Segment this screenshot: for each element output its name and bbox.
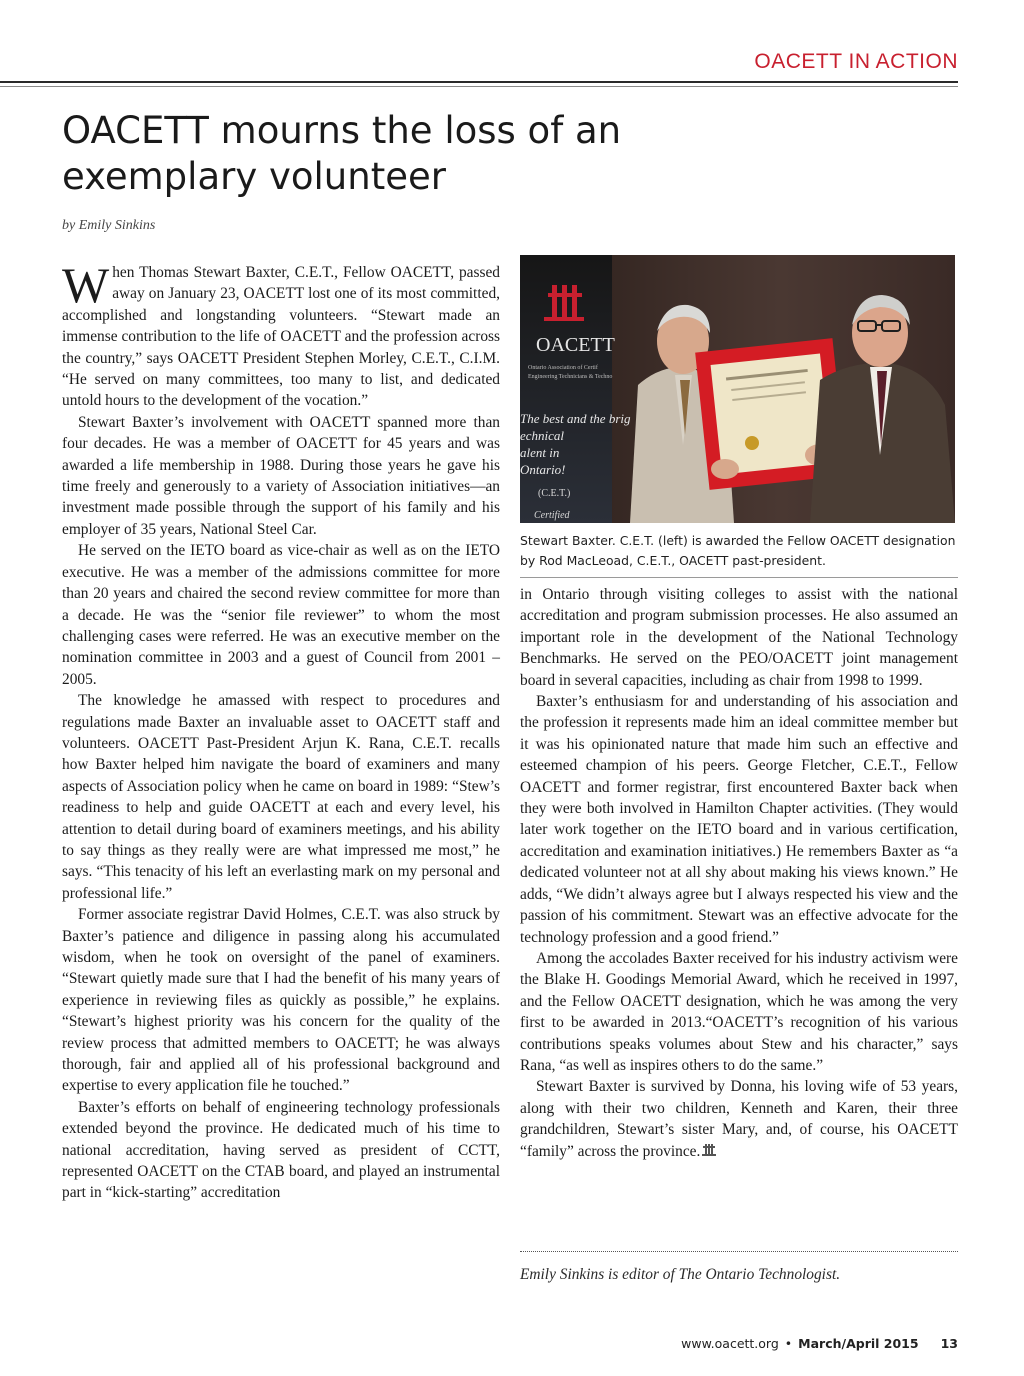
banner-slogan: echnical bbox=[520, 428, 565, 443]
paragraph-text: Stewart Baxter is survived by Donna, his loving wife of 53 years, along with their two children, Kenneth and Karen, their three grandchildren, Stewart’s sister Mary, and, of course, his OACETT “family” across the province. bbox=[520, 1078, 958, 1160]
footer-website[interactable]: www.oacett.org bbox=[681, 1336, 779, 1351]
section-label: OACETT IN ACTION bbox=[754, 50, 958, 73]
banner-subtitle: Ontario Association of Certif bbox=[528, 365, 598, 371]
paragraph: The knowledge he amassed with respect to procedures and regulations made Baxter an invaluable asset to OACETT staff and volunteers. OACETT Past-President Arjun K. Rana, C.E.T. recalls how Baxter helped him navigate the board of examiners and many aspects of Association policy when he came on board in 1989: “Stew’s readiness to help and guide OACETT at each and every level, his attention to detail during board of examiners meetings, and his ability to say things as they really were are what impressed me most,” he says. “This tenacity of his left an everlasting mark on my personal and professional life.” bbox=[62, 692, 500, 902]
article-photo bbox=[520, 255, 955, 523]
article-column-right bbox=[520, 584, 958, 1162]
banner-slogan: alent in bbox=[520, 445, 560, 460]
banner-slogan: Ontario! bbox=[520, 462, 566, 477]
photo-illustration bbox=[520, 255, 955, 523]
paragraph: Stewart Baxter’s involvement with OACETT spanned more than four decades. He was a member of OACETT for 45 years and was awarded a life membership in 1988. During those years he gave his time freely and generously to a variety of Association initiatives—an investment made possible through the support of his family and his employer of 35 years, National Steel Car. bbox=[62, 413, 500, 538]
end-mark-icon bbox=[702, 1144, 716, 1157]
paragraph: Baxter’s enthusiasm for and understanding of his association and the profession it represents made him an ideal committee member but it was his opinionated nature that made him such an effective and esteemed champion of his peers. George Fletcher, C.E.T., Fellow OACETT and former registrar, first encountered Baxter back when they were both involved in Hamilton Chapter activities. (They would later work together on the IETO board and in various certification, accreditation and examination initiatives.) He remembers Baxter as “a dedicated volunteer not at all shy about making his views known.” He adds, “We didn’t always agree but I always respected his view and the passion of his commitment. Stewart was an effective advocate for the technology profession and a good friend.” bbox=[520, 693, 958, 946]
byline: by Emily Sinkins bbox=[62, 218, 156, 233]
page-footer bbox=[681, 1336, 958, 1351]
paragraph: Baxter’s efforts on behalf of engineering technology professionals extended beyond the province. He dedicated much of his time to national accreditation, having served as president of CCTT, represented OACETT on the CTAB board, and played an instrumental part in “kick-starting” accreditation bbox=[62, 1098, 500, 1202]
banner-tag: Certified bbox=[534, 510, 570, 521]
paragraph: Among the accolades Baxter received for his industry activism were the Blake H. Goodings Memorial Award, which he received in 1997, and the Fellow OACETT designation, which he was among the very first to be awarded in 2013.“OACETT’s recognition of his various contributions speaks volumes about Stew and his character,” says Rana, “as well as inspires others to do the same.” bbox=[520, 949, 958, 1074]
paragraph: Former associate registrar David Holmes, C.E.T. was also struck by Baxter’s patience and diligence in passing along his accumulated wisdom, when he took on oversight of the panel of examiners. “Stewart quietly made sure that I had the benefit of his many years of experience in reviewing files as quickly as possible,” he explains. “Stewart’s highest priority was his concern for the quality of the review process that admitted members to OACETT; he was always thorough, fair and applied all of his professional background and expertise to every application file he touched.” bbox=[62, 906, 500, 1095]
caption-rule bbox=[520, 577, 958, 578]
article-headline: OACETT mourns the loss of an exemplary volunteer bbox=[62, 109, 622, 198]
article-column-left bbox=[62, 257, 500, 1204]
header-rule-thin bbox=[0, 86, 958, 87]
author-bio: Emily Sinkins is editor of The Ontario Technologist. bbox=[520, 1266, 841, 1283]
footer-separator: • bbox=[784, 1336, 793, 1351]
banner-tag: (C.E.T.) bbox=[538, 488, 571, 499]
drop-cap: W bbox=[62, 257, 110, 313]
page-number: 13 bbox=[940, 1336, 958, 1351]
paragraph: in Ontario through visiting colleges to assist with the national accreditation and program submission processes. He also assumed an important role in the development of the National Technology Benchmarks. He served on the PEO/OACETT joint management board in several capacities, including as chair from 1998 to 1999. bbox=[520, 586, 958, 689]
photo-caption: Stewart Baxter. C.E.T. (left) is awarded the Fellow OACETT designation by Rod MacLeoad, C.E.T., OACETT past-president. bbox=[520, 533, 956, 568]
paragraph: He served on the IETO board as vice-chair as well as on the IETO executive. He was a member of the admissions committee for more than 20 years and chaired the second review committee for more than a decade. He was the “senior file reviewer” to whom the most challenging cases were referred. He was an executive member on the nomination committee in 2003 and a guest of Council from 2001 – 2005. bbox=[62, 542, 500, 688]
paragraph-text: hen Thomas Stewart Baxter, C.E.T., Fellow OACETT, passed away on January 23, OACETT lost one of its most committed, accomplished and longstanding volunteers. “Stewart made an immense contribution to the life of OACETT and the profession across the country,” says OACETT President Stephen Morley, C.E.T., C.I.M. “He served on many committees, too many to list, and dedicated untold hours to the development of the vocation.” bbox=[62, 264, 500, 410]
banner-slogan: The best and the brig bbox=[520, 411, 631, 426]
paragraph bbox=[520, 1076, 958, 1162]
end-rule bbox=[520, 1251, 958, 1252]
header-rule bbox=[0, 81, 958, 83]
banner-title: OACETT bbox=[536, 334, 615, 356]
footer-issue: March/April 2015 bbox=[798, 1336, 919, 1351]
banner-subtitle: Engineering Technicians & Techno bbox=[528, 374, 613, 380]
paragraph bbox=[62, 257, 500, 412]
